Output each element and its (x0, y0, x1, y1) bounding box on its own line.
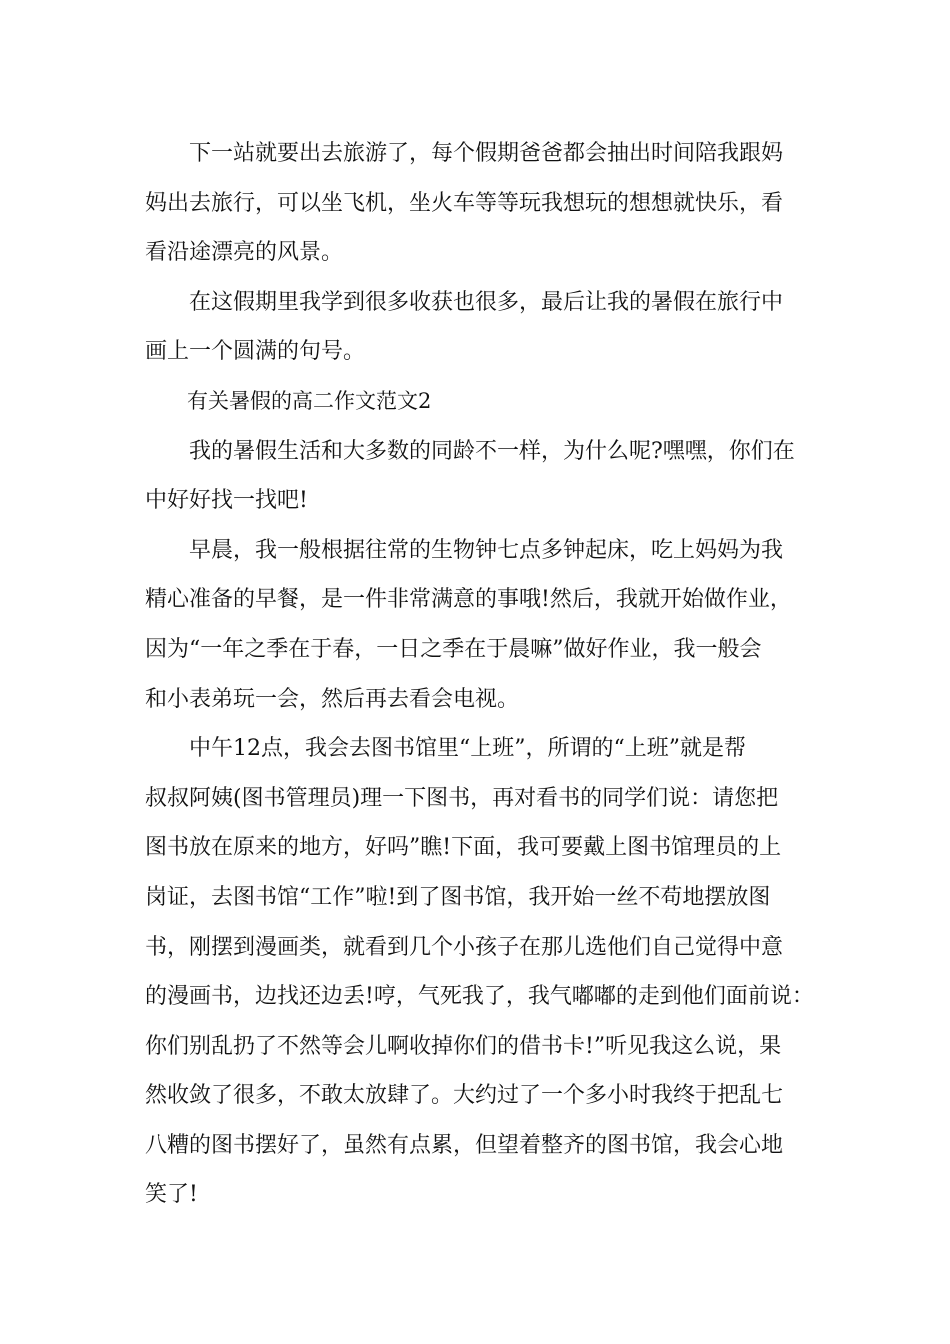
paragraph-line: 笑了! (145, 1182, 198, 1208)
paragraph-line: 图书放在原来的地方，好吗”瞧!下面，我可要戴上图书馆理员的上 (145, 835, 782, 861)
paragraph-line: 在这假期里我学到很多收获也很多，最后让我的暑假在旅行中 (145, 289, 784, 315)
paragraph-line: 妈出去旅行，可以坐飞机，坐火车等等玩我想玩的想想就快乐，看 (145, 190, 784, 216)
paragraph-line: 的漫画书，边找还边丢!哼，气死我了，我气嘟嘟的走到他们面前说： (145, 984, 814, 1010)
paragraph-line: 画上一个圆满的句号。 (145, 339, 366, 365)
paragraph-line: 然收敛了很多，不敢太放肆了。大约过了一个多小时我终于把乱七 (145, 1083, 784, 1109)
document-body (145, 129, 814, 1220)
paragraph-line: 岗证，去图书馆“工作”啦!到了图书馆，我开始一丝不苟地摆放图 (145, 884, 771, 910)
paragraph-line: 早晨，我一般根据往常的生物钟七点多钟起床，吃上妈妈为我 (145, 537, 784, 563)
paragraph-line: 中好好找一找吧! (145, 488, 308, 514)
paragraph-line: 看沿途漂亮的风景。 (145, 240, 344, 266)
section-heading: 有关暑假的高二作文范文2 (145, 388, 432, 413)
paragraph-line: 下一站就要出去旅游了，每个假期爸爸都会抽出时间陪我跟妈 (145, 141, 784, 166)
paragraph-line: 和小表弟玩一会，然后再去看会电视。 (145, 686, 520, 712)
paragraph-line: 精心准备的早餐，是一件非常满意的事哦!然后，我就开始做作业， (145, 587, 792, 613)
paragraph-line: 书，刚摆到漫画类，就看到几个小孩子在那儿选他们自己觉得中意 (145, 934, 784, 960)
paragraph-line: 因为“一年之季在于春，一日之季在于晨嘛”做好作业，我一般会 (145, 636, 762, 662)
paragraph-line: 叔叔阿姨(图书管理员)理一下图书，再对看书的同学们说：请您把 (145, 785, 779, 811)
paragraph-line: 中午12点，我会去图书馆里“上班”，所谓的“上班”就是帮 (145, 736, 746, 762)
paragraph-line: 我的暑假生活和大多数的同龄不一样，为什么呢?嘿嘿，你们在 (145, 438, 795, 464)
paragraph-line: 八糟的图书摆好了，虽然有点累，但望着整齐的图书馆，我会心地 (145, 1132, 784, 1158)
paragraph-line: 你们别乱扔了不然等会儿啊收掉你们的借书卡!”听见我这么说，果 (145, 1033, 782, 1059)
